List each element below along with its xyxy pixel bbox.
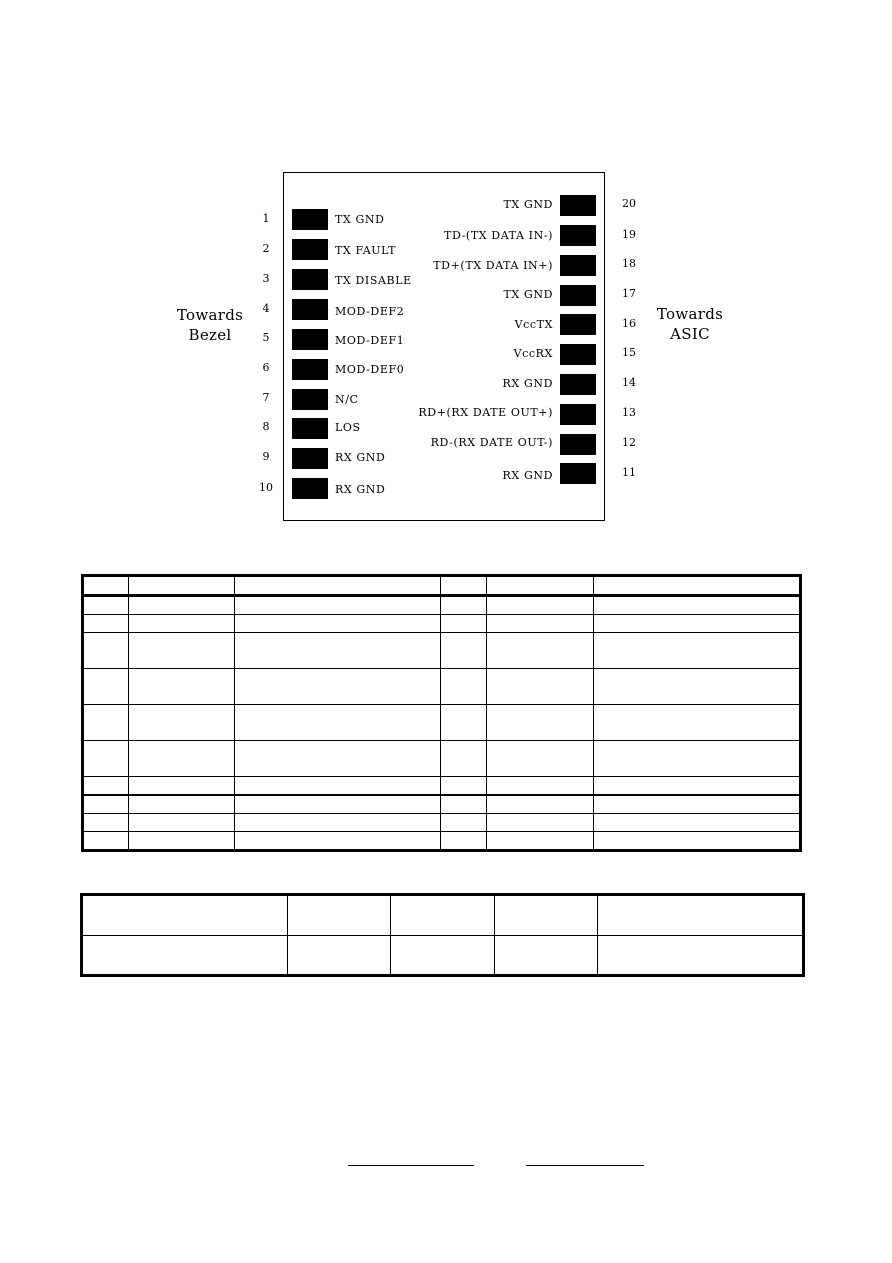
- pin-name: LOS: [335, 421, 361, 434]
- pin-number: 17: [622, 287, 636, 300]
- pin-name: RX GND: [502, 377, 553, 390]
- spec-table-cell: [288, 895, 391, 936]
- pin-table-row: [83, 795, 801, 814]
- pin-table-row: [83, 705, 801, 741]
- pin-name: RX GND: [335, 451, 386, 464]
- pin-table-cell: [235, 633, 441, 669]
- pin-name: TD-(TX DATA IN-): [444, 229, 553, 242]
- pin-table-cell: [83, 669, 129, 705]
- pin-table-cell: [593, 669, 800, 705]
- pin-pad: [560, 463, 596, 484]
- pin-name: VccRX: [513, 347, 553, 360]
- pin-number: 4: [262, 302, 270, 315]
- pin-table-cell: [593, 832, 800, 851]
- pin-table-cell: [235, 795, 441, 814]
- pin-pad: [560, 404, 596, 425]
- pin-name: TX GND: [503, 288, 553, 301]
- pin-table-cell: [83, 705, 129, 741]
- spec-table-cell: [391, 936, 494, 976]
- pin-name: RX GND: [335, 483, 386, 496]
- pin-table-cell: [128, 669, 235, 705]
- pin-pad: [292, 359, 328, 380]
- pin-table-cell: [83, 832, 129, 851]
- spec-table-header-row: [82, 895, 804, 936]
- pin-table-cell: [235, 777, 441, 795]
- pin-table-cell: [593, 633, 800, 669]
- pin-table-row: [83, 596, 801, 615]
- pin-table-cell: [235, 832, 441, 851]
- pin-table-cell: [235, 814, 441, 832]
- pin-number: 9: [262, 450, 270, 463]
- pin-number: 18: [622, 257, 636, 270]
- towards-asic-line1: Towards: [656, 305, 724, 323]
- pin-table-cell: [487, 777, 594, 795]
- pin-table-cell: [128, 576, 235, 596]
- spec-table-cell: [391, 895, 494, 936]
- pin-table-cell: [441, 633, 487, 669]
- pin-table-cell: [487, 576, 594, 596]
- towards-asic-line2: ASIC: [670, 325, 710, 343]
- pin-name: TX GND: [503, 198, 553, 211]
- pin-table-row: [83, 814, 801, 832]
- pin-table-cell: [593, 705, 800, 741]
- signature-line-right: [526, 1165, 644, 1166]
- pin-pad: [292, 269, 328, 290]
- pin-pad: [560, 225, 596, 246]
- pin-table-cell: [487, 814, 594, 832]
- pin-table-cell: [441, 669, 487, 705]
- pin-pad: [292, 418, 328, 439]
- pin-table-cell: [83, 633, 129, 669]
- pin-number: 20: [622, 197, 636, 210]
- pin-table-cell: [593, 814, 800, 832]
- pin-table-cell: [593, 741, 800, 777]
- towards-asic-label: [650, 304, 730, 344]
- pin-pad: [292, 329, 328, 350]
- pin-name: TX FAULT: [335, 244, 397, 257]
- pin-table-cell: [487, 705, 594, 741]
- pin-table-cell: [235, 596, 441, 615]
- pin-table-cell: [128, 596, 235, 615]
- pin-table-cell: [83, 615, 129, 633]
- pin-name: RD+(RX DATE OUT+): [418, 406, 553, 419]
- pin-pad: [292, 239, 328, 260]
- connector-outline: [283, 172, 605, 521]
- pin-name: N/C: [335, 393, 359, 406]
- spec-table-cell: [82, 895, 288, 936]
- pin-pad: [560, 255, 596, 276]
- pin-table-cell: [83, 741, 129, 777]
- pin-table-cell: [83, 795, 129, 814]
- pin-number: 5: [262, 331, 270, 344]
- pin-number: 11: [622, 466, 636, 479]
- pin-table-cell: [487, 615, 594, 633]
- pin-table-cell: [487, 669, 594, 705]
- pin-table-cell: [487, 795, 594, 814]
- pin-number: 3: [262, 272, 270, 285]
- signature-line-left: [348, 1165, 474, 1166]
- pin-pad: [292, 389, 328, 410]
- pin-pad: [292, 299, 328, 320]
- pin-table-row: [83, 669, 801, 705]
- pin-number: 1: [262, 212, 270, 225]
- pin-number: 6: [262, 361, 270, 374]
- pin-table-cell: [128, 741, 235, 777]
- pin-name: MOD-DEF0: [335, 363, 405, 376]
- pin-number: 12: [622, 436, 636, 449]
- pin-table-cell: [441, 705, 487, 741]
- pin-table-cell: [235, 705, 441, 741]
- pin-table-cell: [235, 741, 441, 777]
- pin-pad: [292, 478, 328, 499]
- pin-table-cell: [593, 596, 800, 615]
- pin-table-cell: [235, 576, 441, 596]
- pin-table-cell: [487, 633, 594, 669]
- pin-table-row: [83, 777, 801, 795]
- pin-table-cell: [235, 615, 441, 633]
- pin-name: RX GND: [502, 469, 553, 482]
- pin-table-cell: [128, 814, 235, 832]
- pin-table-cell: [128, 777, 235, 795]
- pin-number: 10: [259, 481, 273, 494]
- pin-table-cell: [441, 832, 487, 851]
- pin-number: 15: [622, 346, 636, 359]
- pin-name: TX GND: [335, 213, 385, 226]
- pin-number: 14: [622, 376, 636, 389]
- pin-name: MOD-DEF2: [335, 305, 405, 318]
- pin-number: 13: [622, 406, 636, 419]
- pin-table-cell: [83, 777, 129, 795]
- pin-number: 7: [262, 391, 270, 404]
- pin-pad: [560, 374, 596, 395]
- pin-table-cell: [487, 741, 594, 777]
- pin-table-cell: [593, 795, 800, 814]
- pin-name: TD+(TX DATA IN+): [433, 259, 553, 272]
- spec-table-cell: [494, 936, 597, 976]
- pin-pad: [560, 434, 596, 455]
- pin-assignment-table: [81, 574, 802, 852]
- pin-table-cell: [235, 669, 441, 705]
- towards-bezel-line1: Towards: [176, 306, 244, 324]
- pin-name: TX DISABLE: [335, 274, 412, 287]
- pin-pad: [560, 195, 596, 216]
- pin-table-row: [83, 741, 801, 777]
- spec-table-cell: [597, 895, 803, 936]
- pin-table-cell: [128, 795, 235, 814]
- pin-table-cell: [441, 795, 487, 814]
- pin-table-cell: [441, 741, 487, 777]
- pin-table-cell: [128, 705, 235, 741]
- pin-number: 16: [622, 317, 636, 330]
- spec-table-row: [82, 936, 804, 976]
- spec-table: [80, 893, 805, 977]
- pin-pad: [292, 448, 328, 469]
- pin-table-cell: [441, 576, 487, 596]
- towards-bezel-line2: Bezel: [188, 326, 232, 344]
- pin-table-cell: [441, 596, 487, 615]
- pin-table-cell: [441, 777, 487, 795]
- pin-number: 19: [622, 228, 636, 241]
- towards-bezel-label: [170, 305, 250, 345]
- pin-table-cell: [487, 832, 594, 851]
- pin-pad: [292, 209, 328, 230]
- pin-table-row: [83, 615, 801, 633]
- pin-table-cell: [593, 615, 800, 633]
- pin-table-cell: [128, 615, 235, 633]
- pin-table-cell: [83, 576, 129, 596]
- pin-table-header-row: [83, 576, 801, 596]
- spec-table-cell: [82, 936, 288, 976]
- pin-pad: [560, 285, 596, 306]
- pin-table-cell: [441, 814, 487, 832]
- pin-table-cell: [487, 596, 594, 615]
- pin-table-row: [83, 633, 801, 669]
- pin-pad: [560, 344, 596, 365]
- pin-table-cell: [83, 596, 129, 615]
- pin-number: 8: [262, 420, 270, 433]
- pin-table-cell: [593, 777, 800, 795]
- pin-number: 2: [262, 242, 270, 255]
- pin-name: MOD-DEF1: [335, 334, 405, 347]
- pin-name: VccTX: [514, 318, 553, 331]
- pin-table-cell: [83, 814, 129, 832]
- pin-table-row: [83, 832, 801, 851]
- pin-pad: [560, 314, 596, 335]
- pin-name: RD-(RX DATE OUT-): [430, 436, 553, 449]
- pin-table-cell: [128, 832, 235, 851]
- spec-table-cell: [597, 936, 803, 976]
- pin-table-cell: [128, 633, 235, 669]
- spec-table-cell: [494, 895, 597, 936]
- pin-table-cell: [441, 615, 487, 633]
- spec-table-cell: [288, 936, 391, 976]
- pin-table-cell: [593, 576, 800, 596]
